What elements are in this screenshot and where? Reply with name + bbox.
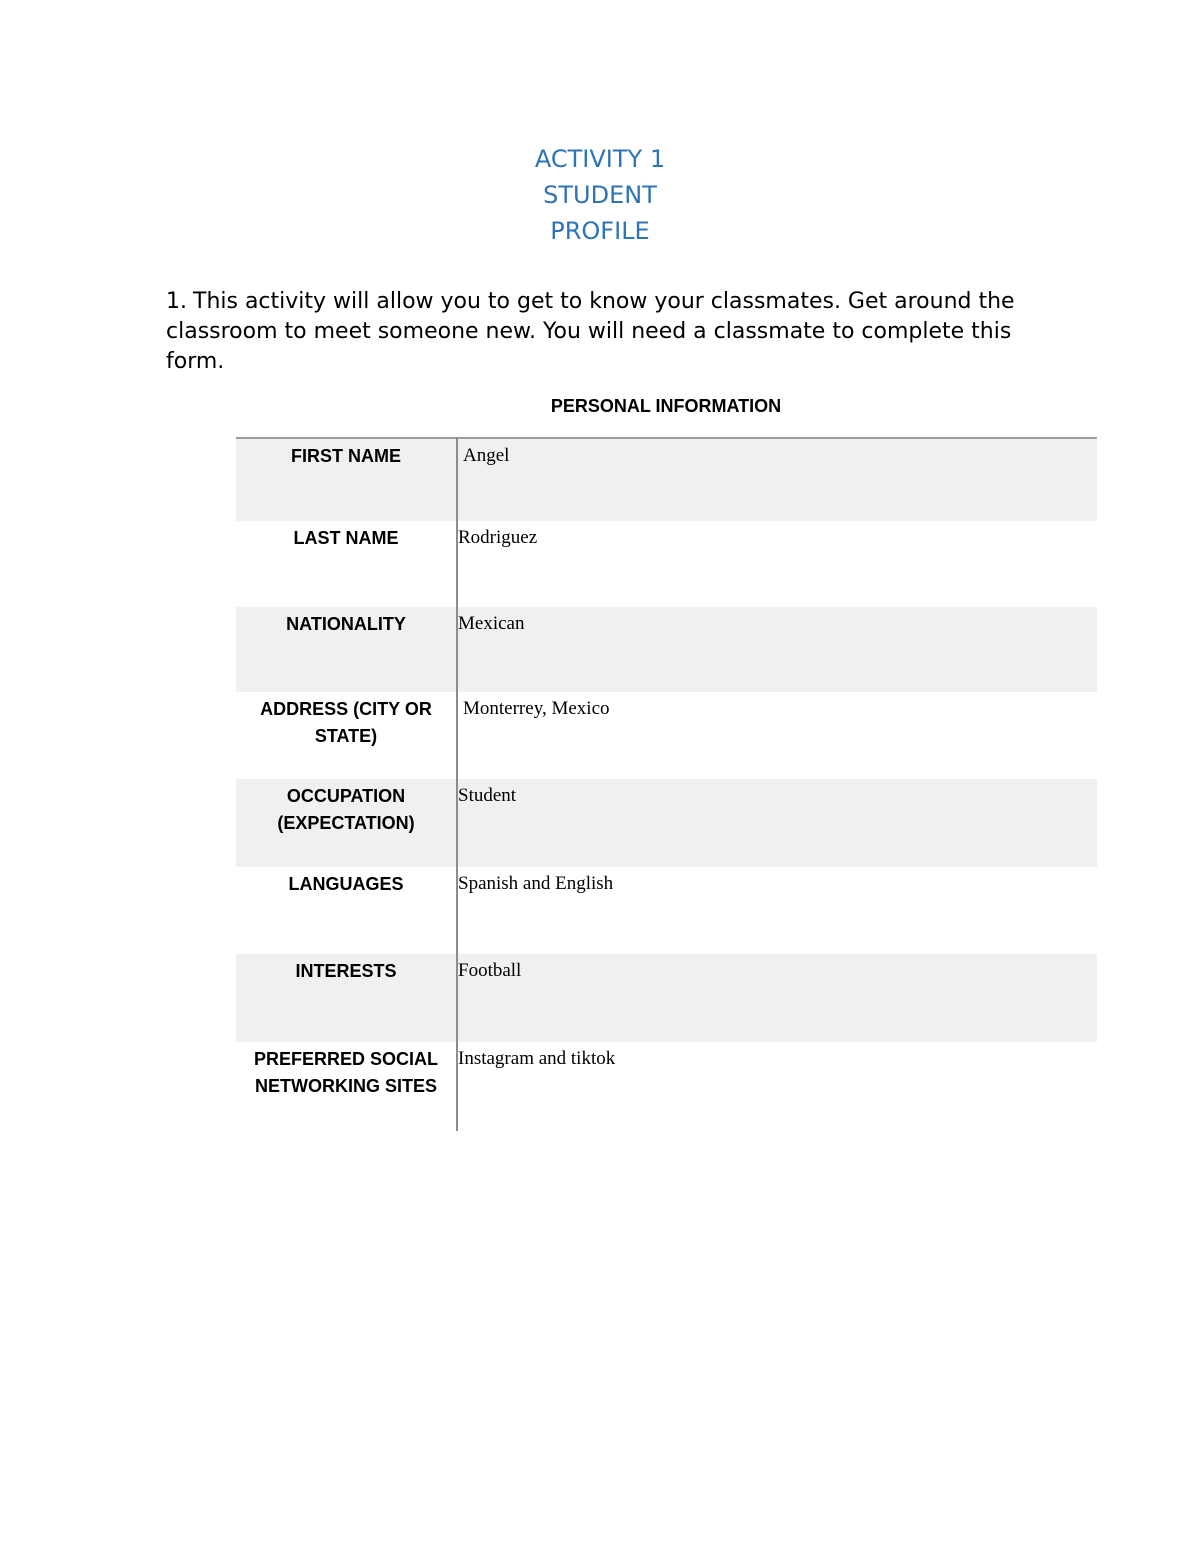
instruction-number: 1. (166, 289, 187, 314)
value-nationality[interactable]: Mexican (457, 607, 1097, 692)
personal-information-table (236, 437, 1097, 1131)
instruction-paragraph (166, 287, 1046, 377)
row-occupation (236, 779, 1097, 867)
label-social-networking: PREFERRED SOCIAL NETWORKING SITES (236, 1042, 457, 1131)
value-last-name[interactable]: Rodriguez (458, 527, 538, 548)
label-address: ADDRESS (CITY OR STATE) (236, 692, 457, 779)
row-interests (236, 954, 1097, 1042)
row-first-name (236, 438, 1097, 521)
label-languages: LANGUAGES (236, 867, 457, 954)
row-languages (236, 867, 1097, 954)
document-title (0, 141, 1200, 249)
instruction-text: This activity will allow you to get to know your classmates. Get around the classroom to meet someone new. You will need a classmate to complete this form. (166, 289, 1015, 374)
row-social-networking (236, 1042, 1097, 1131)
value-occupation[interactable]: Student (457, 779, 1097, 867)
row-address (236, 692, 1097, 779)
label-first-name: FIRST NAME (236, 438, 457, 521)
label-occupation: OCCUPATION (EXPECTATION) (236, 779, 457, 867)
title-student: STUDENT (543, 181, 657, 209)
value-interests[interactable]: Football (457, 954, 1097, 1042)
title-activity: ACTIVITY 1 (534, 145, 666, 173)
value-languages[interactable]: Spanish and English (458, 873, 614, 894)
title-profile: PROFILE (550, 217, 650, 245)
value-social-networking[interactable]: Instagram and tiktok (458, 1048, 616, 1069)
value-first-name[interactable]: Angel (457, 438, 1097, 521)
row-last-name (236, 521, 1097, 607)
section-heading: PERSONAL INFORMATION (550, 396, 782, 416)
row-nationality (236, 607, 1097, 692)
label-nationality: NATIONALITY (236, 607, 457, 692)
label-last-name: LAST NAME (236, 521, 457, 607)
value-address[interactable]: Monterrey, Mexico (463, 698, 610, 719)
label-interests: INTERESTS (236, 954, 457, 1042)
